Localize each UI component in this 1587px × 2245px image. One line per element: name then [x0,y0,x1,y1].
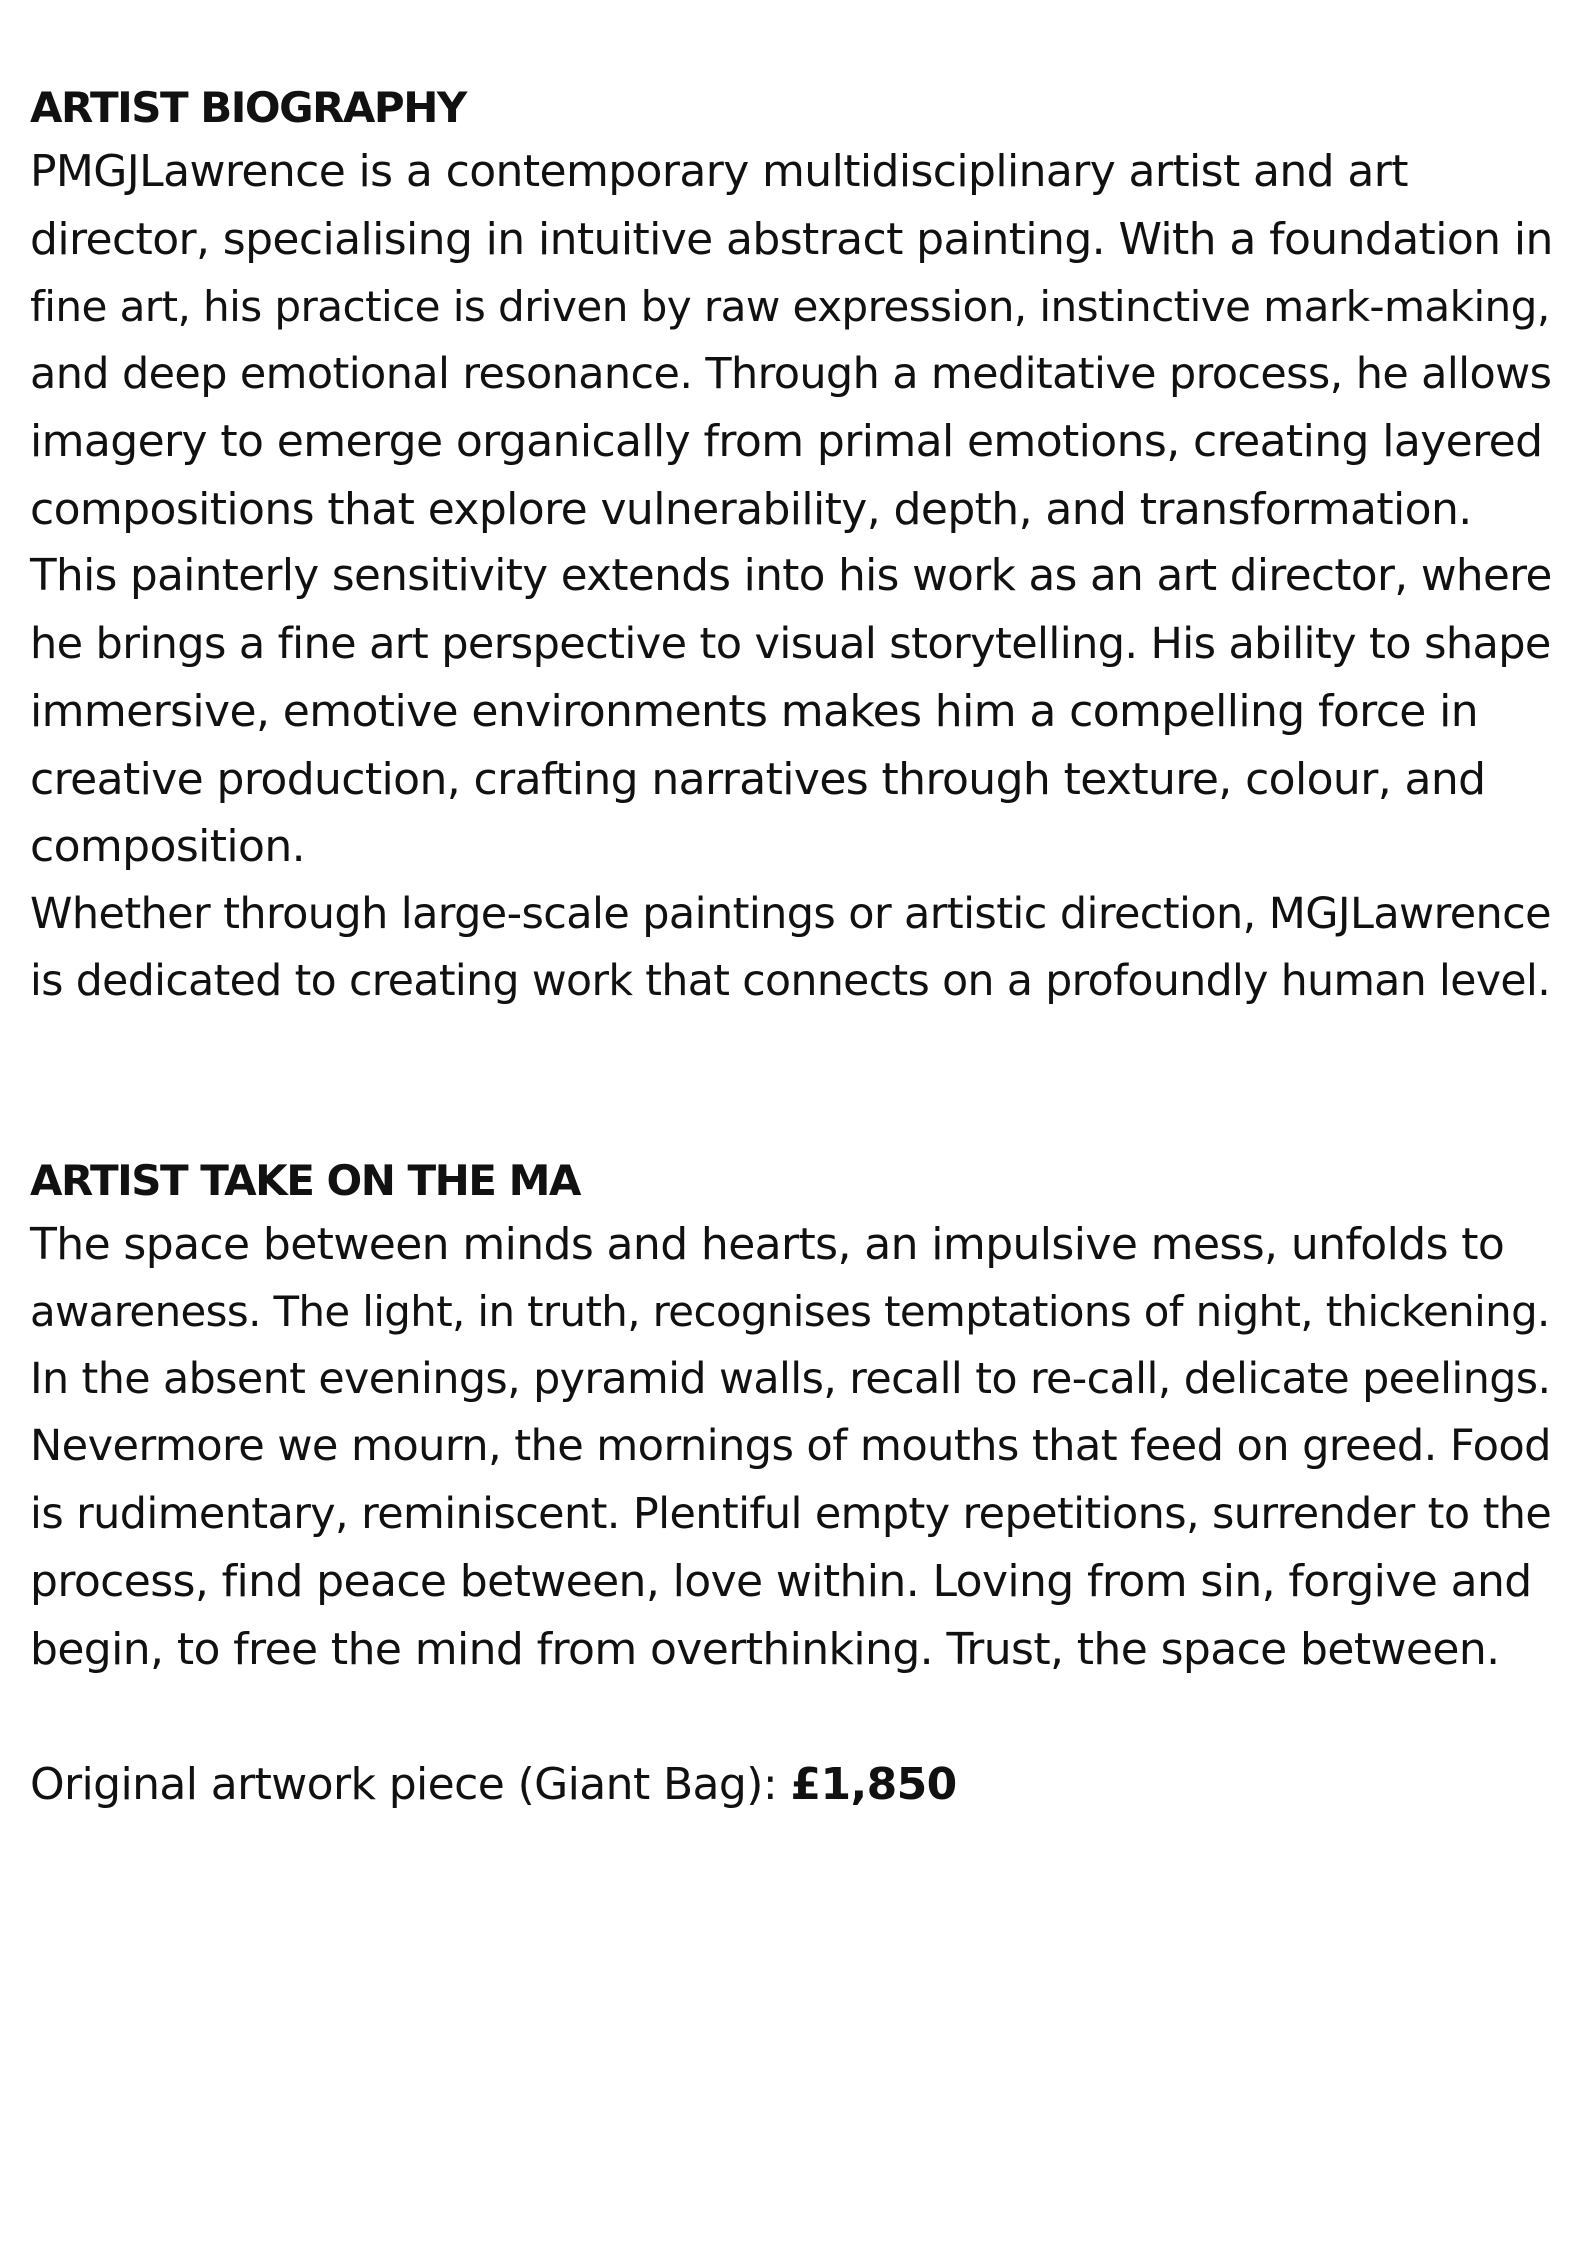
artist-take-section [30,1151,1560,1684]
biography-paragraph-2 [30,543,1560,881]
artist-take-paragraph [30,1211,1560,1684]
artist-take-line: process, find peace between, love within. Loving from sin, forgive and [30,1556,1532,1607]
biography-line: This painterly sensitivity extends into his work as an art director, where [30,551,1552,601]
artist-take-line: begin, to free the mind from overthinking. Trust, the space between. [30,1623,1500,1675]
biography-paragraph-1 [30,138,1560,543]
price-value: £1,850 [790,1759,957,1810]
artist-take-line: awareness. The light, in truth, recognises temptations of night, thickening. [30,1287,1550,1336]
biography-line: he brings a fine art perspective to visual storytelling. His ability to shape [30,618,1551,669]
biography-line: compositions that explore vulnerability, depth, and transformation. [30,483,1472,535]
biography-line: is dedicated to creating work that connects on a profoundly human level. [30,957,1551,1006]
price-label: Original artwork piece (Giant Bag): [30,1759,791,1810]
artist-biography-heading: ARTIST BIOGRAPHY [30,83,466,132]
artist-take-line: is rudimentary, reminiscent. Plentiful empty repetitions, surrender to the [30,1488,1552,1539]
biography-line: immersive, emotive environments makes him a compelling force in [30,686,1479,737]
price-line [30,1751,1560,1819]
biography-line: composition. [30,821,306,872]
biography-paragraph-3 [30,881,1560,1016]
biography-line: and deep emotional resonance. Through a meditative process, he allows [30,348,1552,399]
document-page [30,78,1560,1819]
artist-take-line: In the absent evenings, pyramid walls, recall to re-call, delicate peelings. [30,1353,1551,1404]
artist-biography-section [30,78,1560,1016]
artist-take-line: Nevermore we mourn, the mornings of mouths that feed on greed. Food [30,1421,1551,1471]
biography-line: imagery to emerge organically from primal emotions, creating layered [30,416,1543,467]
artist-take-heading: ARTIST TAKE ON THE MA [30,1155,580,1205]
artist-take-line: The space between minds and hearts, an impulsive mess, unfolds to [30,1218,1505,1270]
biography-line: PMGJLawrence is a contemporary multidisciplinary artist and art [30,146,1408,197]
biography-line: Whether through large-scale paintings or artistic direction, MGJLawrence [30,888,1551,939]
biography-line: fine art, his practice is driven by raw expression, instinctive mark-making, [30,282,1550,331]
biography-line: creative production, crafting narratives through texture, colour, and [30,753,1486,805]
biography-line: director, specialising in intuitive abstract painting. With a foundation in [30,213,1553,265]
